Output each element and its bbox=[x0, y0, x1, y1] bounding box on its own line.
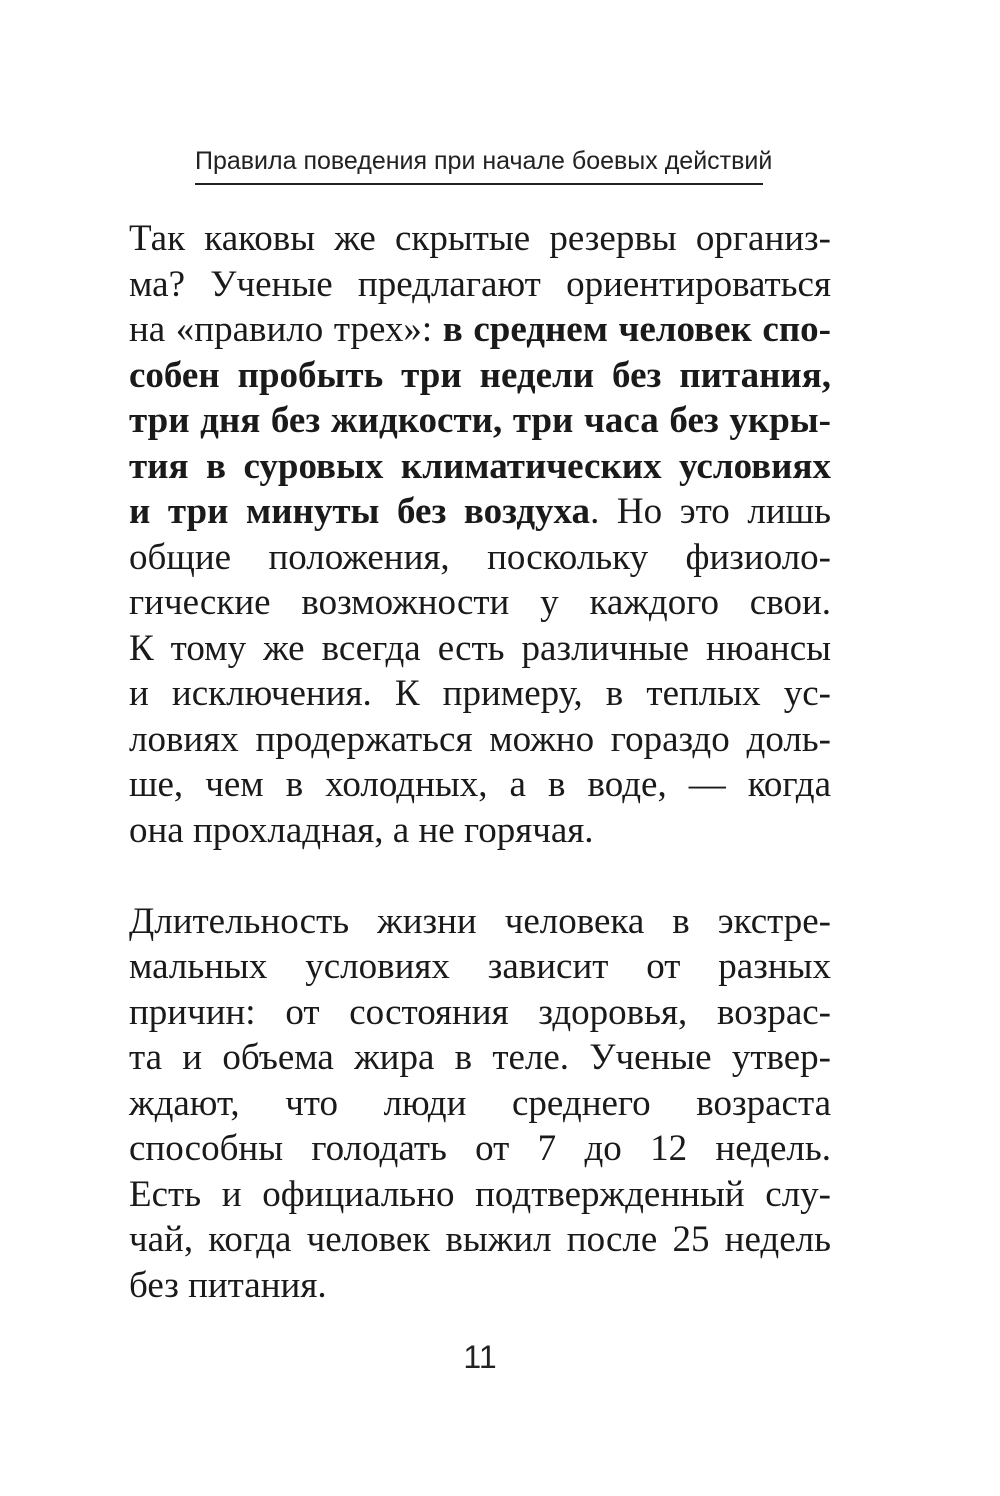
text-line bbox=[129, 262, 831, 308]
text-run: ловиях продержаться можно гораздо доль- bbox=[129, 718, 831, 760]
text-line bbox=[129, 353, 831, 399]
text-run: и исключения. К примеру, в теплых ус- bbox=[129, 673, 831, 714]
text-line bbox=[129, 990, 831, 1036]
text-run: К тому же всегда есть различные нюансы bbox=[129, 627, 831, 669]
bold-text-run: три дня без жидкости, три часа без укры- bbox=[129, 400, 831, 441]
text-line bbox=[129, 489, 831, 535]
text-line bbox=[129, 1172, 831, 1218]
text-line bbox=[129, 671, 831, 717]
text-run: чай, когда человек выжил после 25 недель bbox=[129, 1219, 831, 1260]
bold-text-run: тия в суровых климатических условиях bbox=[129, 445, 831, 487]
text-line bbox=[129, 626, 831, 672]
text-line bbox=[129, 1035, 831, 1081]
text-run: способны голодать от 7 до 12 недель. bbox=[129, 1128, 831, 1169]
text-line bbox=[129, 1217, 831, 1263]
text-run: ма? Ученые предлагают ориентироваться bbox=[129, 263, 831, 305]
text-run: без питания. bbox=[129, 1264, 327, 1306]
paragraph bbox=[129, 216, 831, 853]
text-run: та и объема жира в теле. Ученые утвер- bbox=[129, 1037, 831, 1078]
text-run: Так каковы же скрытые резервы организ- bbox=[129, 218, 831, 259]
text-run: ше, чем в холодных, а в воде, — когда bbox=[129, 764, 831, 805]
text-run: . Но это лишь bbox=[590, 491, 831, 532]
text-run: причин: от состояния здоровья, возрас- bbox=[129, 991, 831, 1033]
text-line bbox=[129, 398, 831, 444]
bold-text-run: собен пробыть три недели без питания, bbox=[129, 354, 831, 396]
text-line bbox=[129, 1126, 831, 1172]
text-run: ждают, что люди среднего возраста bbox=[129, 1082, 831, 1124]
text-line bbox=[129, 444, 831, 490]
text-line bbox=[129, 580, 831, 626]
text-line bbox=[129, 535, 831, 581]
text-line bbox=[129, 899, 831, 945]
text-run: гические возможности у каждого свои. bbox=[129, 582, 831, 623]
text-line bbox=[129, 808, 831, 854]
text-line bbox=[129, 1081, 831, 1127]
text-run: на «правило трех»: bbox=[129, 309, 443, 350]
header-rule bbox=[195, 183, 763, 185]
text-run: она прохладная, а не горячая. bbox=[129, 809, 594, 851]
bold-text-run: и три минуты без воздуха bbox=[129, 491, 591, 532]
paragraph bbox=[129, 899, 831, 1309]
text-line bbox=[129, 717, 831, 763]
body-text bbox=[129, 216, 831, 1308]
paragraph-gap bbox=[129, 853, 831, 899]
bold-text-run: в среднем человек спо- bbox=[442, 309, 831, 350]
text-line bbox=[129, 944, 831, 990]
text-line bbox=[129, 1263, 831, 1309]
text-line bbox=[129, 216, 831, 262]
text-run: Длительность жизни человека в экстре- bbox=[129, 900, 831, 942]
running-header-title: Правила поведения при начале боевых действий bbox=[195, 147, 773, 175]
text-run: Есть и официально подтвержденный слу- bbox=[129, 1173, 831, 1215]
text-run: мальных условиях зависит от разных bbox=[129, 946, 831, 987]
text-line bbox=[129, 307, 831, 353]
page-number: 11 bbox=[463, 1339, 497, 1375]
text-line bbox=[129, 762, 831, 808]
text-run: общие положения, поскольку физиоло- bbox=[129, 536, 831, 578]
